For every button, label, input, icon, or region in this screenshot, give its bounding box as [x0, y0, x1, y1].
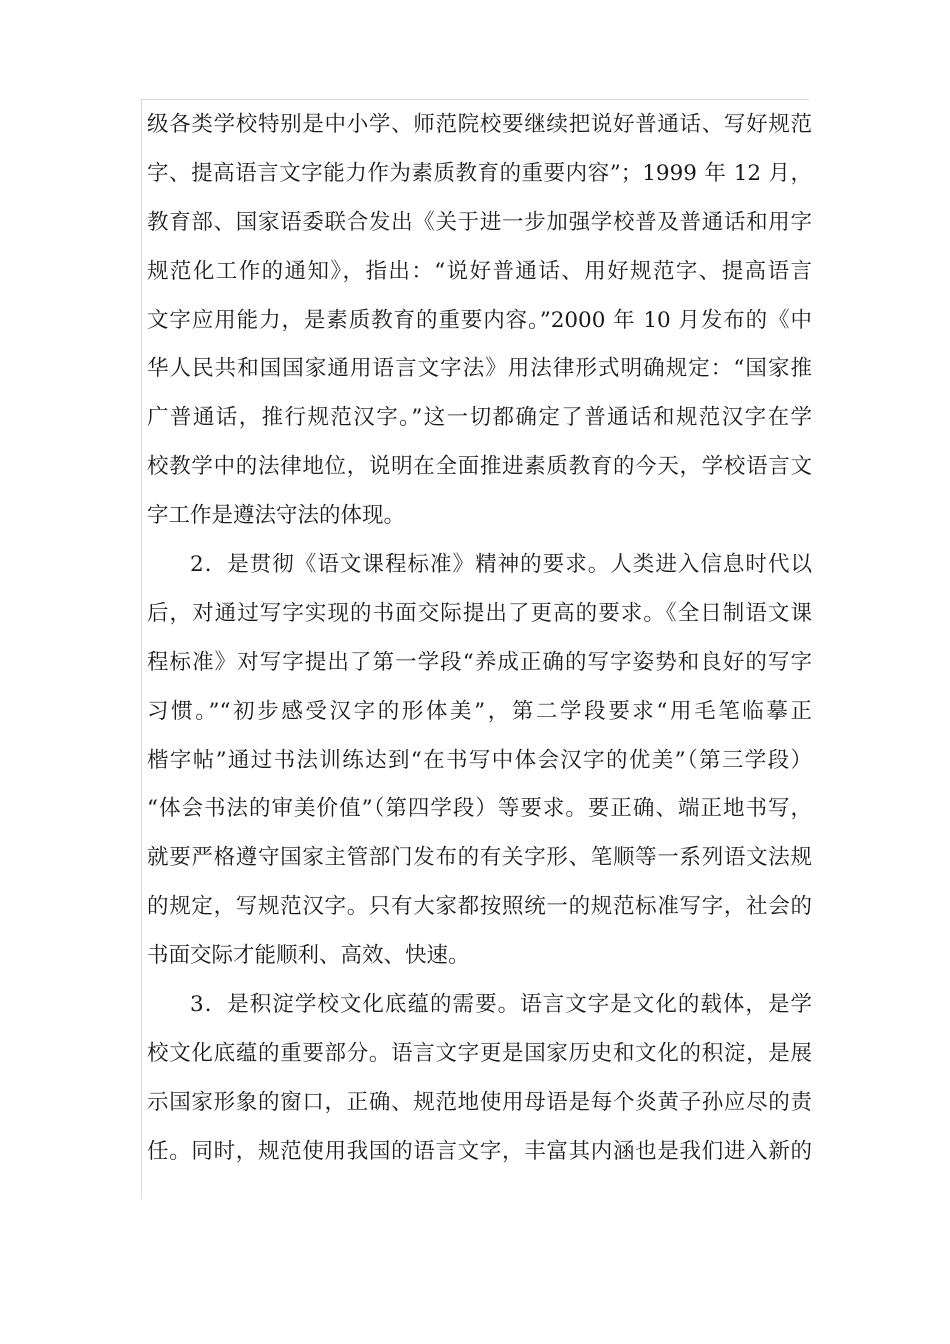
text-line: 后，对通过写字实现的书面交际提出了更高的要求。《全日制语文课	[147, 600, 812, 626]
text-line: 楷字帖”通过书法训练达到“在书写中体会汉字的优美”（第三学段）	[147, 747, 812, 773]
text-line: 级各类学校特别是中小学、师范院校要继续把说好普通话、写好规范	[147, 112, 812, 137]
text-line: 华人民共和国国家通用语言文字法》用法律形式明确规定：“国家推	[147, 356, 812, 382]
text-line: 2．是贯彻《语文课程标准》精神的要求。人类进入信息时代以	[190, 552, 812, 578]
text-line: 文字应用能力，是素质教育的重要内容。”2000 年 10 月发布的《中	[147, 307, 812, 333]
text-line: 3．是积淀学校文化底蕴的需要。语言文字是文化的载体，是学	[190, 992, 812, 1018]
text-line: 字工作是遵法守法的体现。	[147, 503, 406, 529]
document-body	[147, 101, 812, 1177]
text-line: 习惯。”“初步感受汉字的形体美”，第二学段要求“用毛笔临摹正	[147, 698, 812, 724]
text-line: 规范化工作的通知》，指出：“说好普通话、用好规范字、提高语言	[147, 258, 812, 284]
paragraph-3	[147, 981, 812, 1177]
text-line: 字、提高语言文字能力作为素质教育的重要内容”；1999 年 12 月，	[147, 160, 812, 186]
paragraph-2	[147, 541, 812, 981]
text-line: 广普通话，推行规范汉字。”这一切都确定了普通话和规范汉字在学	[147, 405, 812, 431]
text-line: “体会书法的审美价值”（第四学段）等要求。要正确、端正地书写，	[147, 796, 812, 822]
text-line: 示国家形象的窗口，正确、规范地使用母语是每个炎黄子孙应尽的责	[147, 1089, 812, 1115]
text-line: 就要严格遵守国家主管部门发布的有关字形、笔顺等一系列语文法规	[147, 845, 812, 871]
text-line: 校教学中的法律地位，说明在全面推进素质教育的今天，学校语言文	[147, 454, 812, 480]
text-line: 校文化底蕴的重要部分。语言文字更是国家历史和文化的积淀，是展	[147, 1040, 812, 1066]
text-line: 教育部、国家语委联合发出《关于进一步加强学校普及普通话和用字	[147, 209, 812, 235]
text-line: 程标准》对写字提出了第一学段“养成正确的写字姿势和良好的写字	[147, 649, 812, 675]
text-line: 任。同时，规范使用我国的语言文字，丰富其内涵也是我们进入新的	[147, 1138, 812, 1164]
text-line: 书面交际才能顺利、高效、快速。	[147, 943, 470, 969]
paragraph-1	[147, 101, 812, 541]
text-line: 的规定，写规范汉字。只有大家都按照统一的规范标准写字，社会的	[147, 894, 812, 920]
